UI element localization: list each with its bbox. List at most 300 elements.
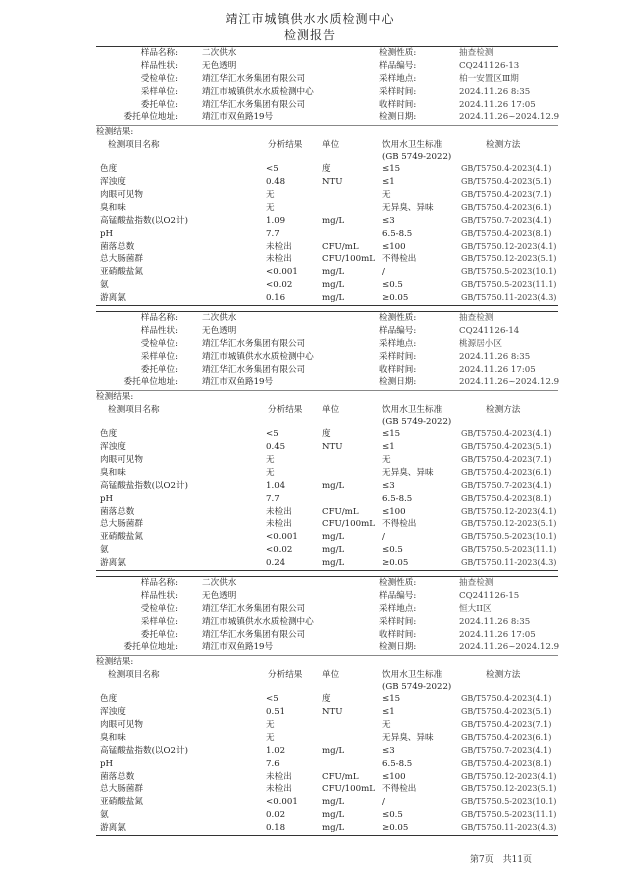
table-row: [96, 771, 558, 784]
cell-unit: mg/L: [322, 480, 345, 491]
cell-method: GB/T5750.4-2023(8.1): [461, 228, 552, 238]
value-test-nature: 抽查检测: [459, 313, 494, 323]
cell-standard: ≤1: [382, 707, 395, 718]
table-row: [96, 428, 558, 441]
cell-standard: 无: [382, 190, 391, 201]
cell-result: 无: [266, 202, 275, 213]
col-unit-header: 单位: [322, 140, 340, 151]
table-header: [96, 669, 558, 693]
cell-standard: ≤0.5: [382, 810, 403, 821]
cell-item-name: 色度: [100, 694, 118, 705]
cell-standard: 6.5-8.5: [382, 758, 413, 769]
cell-item-name: 色度: [100, 429, 118, 440]
col-result-header: 分析结果: [268, 140, 303, 151]
table-row: [96, 493, 558, 506]
cell-standard: 无异臭、异味: [382, 732, 434, 743]
label-entrusted-unit: 受检单位:: [140, 73, 178, 84]
label-client-address: 委托单位地址:: [123, 642, 178, 653]
label-sample-name: 样品名称:: [140, 48, 178, 58]
label-sampling-site: 采样地点:: [379, 603, 417, 614]
page-footer: [470, 852, 538, 865]
label-entrusted-unit: 受检单位:: [140, 338, 178, 349]
cell-item-name: pH: [100, 758, 113, 769]
cell-result: <5: [266, 429, 279, 440]
cell-standard: ≤100: [382, 506, 406, 517]
label-sample-name: 样品名称:: [140, 313, 178, 323]
table-row: [96, 506, 558, 519]
info-row: [96, 629, 558, 642]
table-row: [96, 518, 558, 531]
table-row: [96, 783, 558, 796]
value-entrusted-unit: 靖江华汇水务集团有限公司: [202, 338, 306, 349]
cell-method: GB/T5750.5-2023(10.1): [461, 267, 557, 277]
cell-unit: mg/L: [322, 267, 345, 278]
cell-unit: CFU/100mL: [322, 519, 375, 530]
value-client-address: 靖江市双鱼路19号: [202, 377, 274, 388]
results-heading: [96, 655, 558, 669]
cell-result: 0.24: [266, 558, 286, 569]
value-sampling-unit: 靖江市城镇供水水质检测中心: [202, 616, 314, 627]
cell-item-name: pH: [100, 493, 113, 504]
cell-item-name: 氨: [100, 810, 109, 821]
cell-item-name: 总大肠菌群: [100, 519, 143, 530]
cell-result: 1.04: [266, 480, 286, 491]
cell-standard: ≤1: [382, 177, 395, 188]
table-row: [96, 266, 558, 279]
cell-item-name: 浑浊度: [100, 177, 126, 188]
table-header: [96, 404, 558, 428]
table-row: [96, 480, 558, 493]
cell-item-name: 总大肠菌群: [100, 784, 143, 795]
cell-method: GB/T5750.4-2023(7.1): [461, 455, 552, 465]
col-item-header: 检测项目名称: [108, 670, 160, 681]
col-result-header: 分析结果: [268, 670, 303, 681]
value-sample-nature: 无色透明: [202, 590, 237, 601]
value-sampling-time: 2024.11.26 8:35: [459, 351, 531, 362]
info-row: [96, 338, 558, 351]
cell-method: GB/T5750.12-2023(4.1): [461, 506, 557, 516]
table-row: [96, 176, 558, 189]
page-total: 共11页: [502, 855, 533, 865]
cell-unit: mg/L: [322, 545, 345, 556]
label-client-address: 委托单位地址:: [123, 112, 178, 123]
value-sampling-time: 2024.11.26 8:35: [459, 86, 531, 97]
col-item-header: 检测项目名称: [108, 405, 160, 416]
cell-result: <5: [266, 694, 279, 705]
value-client-unit: 靖江华汇水务集团有限公司: [202, 99, 306, 110]
cell-standard: ≥0.05: [382, 558, 409, 569]
col-std-header: 饮用水卫生标准: [382, 405, 443, 416]
cell-item-name: 肉眼可见物: [100, 455, 143, 466]
label-sampling-unit: 采样单位:: [140, 616, 178, 627]
cell-method: GB/T5750.5-2023(11.1): [461, 810, 557, 820]
table-row: [96, 241, 558, 254]
label-sampling-unit: 采样单位:: [140, 86, 178, 97]
table-row: [96, 732, 558, 745]
cell-standard: 无: [382, 455, 391, 466]
cell-result: 0.45: [266, 442, 286, 453]
table-row: [96, 467, 558, 480]
value-sampling-time: 2024.11.26 8:35: [459, 616, 531, 627]
info-row: [96, 47, 558, 60]
value-test-nature: 抽查检测: [459, 578, 494, 588]
cell-method: GB/T5750.4-2023(5.1): [461, 442, 552, 452]
info-row: [96, 376, 558, 389]
label-client-unit: 委托单位:: [140, 629, 178, 640]
cell-result: 未检出: [266, 254, 292, 265]
col-result-header: 分析结果: [268, 405, 303, 416]
cell-standard: ≤100: [382, 241, 406, 252]
value-sample-name: 二次供水: [202, 48, 237, 58]
table-row: [96, 706, 558, 719]
value-receive-time: 2024.11.26 17:05: [459, 364, 536, 375]
cell-method: GB/T5750.4-2023(5.1): [461, 177, 552, 187]
table-row: [96, 441, 558, 454]
table-row: [96, 758, 558, 771]
value-sampling-site: 恒大II区: [459, 603, 492, 614]
table-row: [96, 253, 558, 266]
results-heading: [96, 390, 558, 404]
cell-item-name: 高锰酸盐指数(以O2计): [100, 215, 188, 226]
label-entrusted-unit: 受检单位:: [140, 603, 178, 614]
cell-method: GB/T5750.4-2023(7.1): [461, 190, 552, 200]
col-method-header: 检测方法: [486, 140, 521, 151]
value-client-unit: 靖江华汇水务集团有限公司: [202, 364, 306, 375]
value-test-date: 2024.11.26~2024.12.9: [459, 377, 560, 388]
cell-method: GB/T5750.12-2023(5.1): [461, 519, 557, 529]
cell-standard: /: [382, 797, 385, 808]
cell-standard: ≤0.5: [382, 545, 403, 556]
table-row: [96, 809, 558, 822]
value-sample-nature: 无色透明: [202, 60, 237, 71]
cell-unit: mg/L: [322, 810, 345, 821]
cell-unit: 度: [322, 164, 331, 175]
info-row: [96, 590, 558, 603]
value-sampling-unit: 靖江市城镇供水水质检测中心: [202, 86, 314, 97]
cell-unit: mg/L: [322, 215, 345, 226]
cell-result: 7.6: [266, 758, 280, 769]
col-method-header: 检测方法: [486, 670, 521, 681]
report-block: [96, 576, 558, 836]
cell-method: GB/T5750.7-2023(4.1): [461, 215, 552, 225]
cell-item-name: 菌落总数: [100, 771, 135, 782]
col-unit-header: 单位: [322, 405, 340, 416]
report-block: [96, 46, 558, 306]
cell-result: 无: [266, 732, 275, 743]
table-row: [96, 163, 558, 176]
cell-method: GB/T5750.5-2023(10.1): [461, 532, 557, 542]
cell-result: 0.18: [266, 823, 286, 834]
info-row: [96, 325, 558, 338]
table-row: [96, 202, 558, 215]
cell-standard: ≤3: [382, 480, 395, 491]
cell-result: 无: [266, 467, 275, 478]
label-sample-no: 样品编号:: [379, 60, 417, 71]
label-sample-no: 样品编号:: [379, 325, 417, 336]
value-sample-name: 二次供水: [202, 578, 237, 588]
col-unit-header: 单位: [322, 670, 340, 681]
cell-unit: CFU/100mL: [322, 254, 375, 265]
table-row: [96, 292, 558, 305]
cell-method: GB/T5750.4-2023(7.1): [461, 720, 552, 730]
cell-item-name: pH: [100, 228, 113, 239]
cell-standard: ≤0.5: [382, 280, 403, 291]
cell-item-name: 臭和味: [100, 467, 126, 478]
cell-item-name: 色度: [100, 164, 118, 175]
cell-unit: CFU/100mL: [322, 784, 375, 795]
cell-item-name: 总大肠菌群: [100, 254, 143, 265]
cell-unit: CFU/mL: [322, 241, 359, 252]
label-receive-time: 收样时间:: [379, 99, 417, 110]
cell-standard: ≤100: [382, 771, 406, 782]
table-row: [96, 531, 558, 544]
cell-unit: NTU: [322, 177, 343, 188]
cell-method: GB/T5750.4-2023(8.1): [461, 758, 552, 768]
cell-result: 未检出: [266, 241, 292, 252]
cell-method: GB/T5750.7-2023(4.1): [461, 480, 552, 490]
info-row: [96, 60, 558, 73]
label-test-nature: 检测性质:: [379, 313, 417, 323]
label-receive-time: 收样时间:: [379, 364, 417, 375]
table-row: [96, 454, 558, 467]
info-row: [96, 641, 558, 654]
table-row: [96, 557, 558, 570]
cell-item-name: 臭和味: [100, 732, 126, 743]
org-title: 靖江市城镇供水水质检测中心: [225, 12, 395, 26]
cell-standard: ≤3: [382, 215, 395, 226]
table-row: [96, 822, 558, 835]
info-row: [96, 616, 558, 629]
col-std-sub-header: (GB 5749-2022): [382, 152, 452, 163]
label-receive-time: 收样时间:: [379, 629, 417, 640]
table-row: [96, 719, 558, 732]
table-row: [96, 693, 558, 706]
cell-method: GB/T5750.4-2023(6.1): [461, 202, 552, 212]
cell-result: 7.7: [266, 228, 280, 239]
info-row: [96, 603, 558, 616]
cell-item-name: 游离氯: [100, 558, 126, 569]
cell-method: GB/T5750.5-2023(11.1): [461, 545, 557, 555]
cell-standard: ≤15: [382, 429, 401, 440]
cell-method: GB/T5750.11-2023(4.3): [461, 558, 557, 568]
cell-item-name: 游离氯: [100, 293, 126, 304]
info-row: [96, 312, 558, 325]
table-row: [96, 215, 558, 228]
info-row: [96, 364, 558, 377]
cell-item-name: 肉眼可见物: [100, 190, 143, 201]
cell-item-name: 臭和味: [100, 202, 126, 213]
cell-method: GB/T5750.11-2023(4.3): [461, 823, 557, 833]
info-row: [96, 99, 558, 112]
col-std-sub-header: (GB 5749-2022): [382, 682, 452, 693]
info-row: [96, 577, 558, 590]
value-client-address: 靖江市双鱼路19号: [202, 112, 274, 123]
cell-result: <0.02: [266, 280, 293, 291]
cell-standard: /: [382, 532, 385, 543]
cell-unit: mg/L: [322, 823, 345, 834]
table-row: [96, 279, 558, 292]
cell-standard: ≤15: [382, 694, 401, 705]
cell-unit: mg/L: [322, 293, 345, 304]
cell-standard: 不得检出: [382, 784, 417, 795]
cell-result: 无: [266, 455, 275, 466]
cell-standard: ≥0.05: [382, 293, 409, 304]
table-row: [96, 228, 558, 241]
cell-result: <0.001: [266, 532, 298, 543]
value-test-date: 2024.11.26~2024.12.9: [459, 112, 560, 123]
cell-unit: CFU/mL: [322, 506, 359, 517]
cell-standard: /: [382, 267, 385, 278]
table-row: [96, 189, 558, 202]
value-receive-time: 2024.11.26 17:05: [459, 99, 536, 110]
cell-standard: ≤1: [382, 442, 395, 453]
cell-result: 7.7: [266, 493, 280, 504]
cell-standard: 6.5-8.5: [382, 228, 413, 239]
value-sample-no: CQ241126-14: [459, 325, 520, 336]
cell-result: 无: [266, 190, 275, 201]
cell-unit: NTU: [322, 707, 343, 718]
label-sample-nature: 样品性状:: [140, 60, 178, 71]
cell-item-name: 菌落总数: [100, 506, 135, 517]
cell-item-name: 氨: [100, 545, 109, 556]
cell-method: GB/T5750.5-2023(11.1): [461, 280, 557, 290]
cell-result: 未检出: [266, 506, 292, 517]
cell-unit: CFU/mL: [322, 771, 359, 782]
report-title: 检测报告: [283, 28, 336, 42]
label-sample-nature: 样品性状:: [140, 590, 178, 601]
cell-method: GB/T5750.4-2023(8.1): [461, 493, 552, 503]
cell-standard: ≤15: [382, 164, 401, 175]
label-sampling-time: 采样时间:: [379, 616, 417, 627]
cell-item-name: 高锰酸盐指数(以O2计): [100, 480, 188, 491]
col-method-header: 检测方法: [486, 405, 521, 416]
cell-standard: 无: [382, 720, 391, 731]
cell-unit: 度: [322, 429, 331, 440]
value-client-address: 靖江市双鱼路19号: [202, 642, 274, 653]
col-std-sub-header: (GB 5749-2022): [382, 417, 452, 428]
cell-unit: NTU: [322, 442, 343, 453]
cell-method: GB/T5750.4-2023(6.1): [461, 467, 552, 477]
cell-result: <0.001: [266, 267, 298, 278]
cell-standard: 不得检出: [382, 519, 417, 530]
cell-standard: 无异臭、异味: [382, 467, 434, 478]
cell-standard: ≤3: [382, 745, 395, 756]
label-test-nature: 检测性质:: [379, 48, 417, 58]
cell-result: 0.51: [266, 707, 286, 718]
cell-result: 未检出: [266, 771, 292, 782]
cell-unit: mg/L: [322, 745, 345, 756]
label-client-unit: 委托单位:: [140, 99, 178, 110]
cell-result: 未检出: [266, 784, 292, 795]
cell-item-name: 亚硝酸盐氮: [100, 532, 143, 543]
label-test-date: 检测日期:: [379, 642, 417, 653]
cell-method: GB/T5750.4-2023(6.1): [461, 732, 552, 742]
info-row: [96, 73, 558, 86]
value-receive-time: 2024.11.26 17:05: [459, 629, 536, 640]
cell-item-name: 亚硝酸盐氮: [100, 267, 143, 278]
cell-result: <5: [266, 164, 279, 175]
value-sampling-site: 柏一安置区Ⅲ期: [459, 73, 519, 84]
cell-method: GB/T5750.12-2023(4.1): [461, 771, 557, 781]
label-sampling-site: 采样地点:: [379, 73, 417, 84]
cell-result: 1.09: [266, 215, 286, 226]
value-entrusted-unit: 靖江华汇水务集团有限公司: [202, 73, 306, 84]
table-row: [96, 544, 558, 557]
cell-unit: mg/L: [322, 532, 345, 543]
cell-result: 0.16: [266, 293, 286, 304]
cell-item-name: 氨: [100, 280, 109, 291]
value-client-unit: 靖江华汇水务集团有限公司: [202, 629, 306, 640]
cell-item-name: 游离氯: [100, 823, 126, 834]
value-sample-nature: 无色透明: [202, 325, 237, 336]
cell-result: 0.02: [266, 810, 286, 821]
cell-item-name: 亚硝酸盐氮: [100, 797, 143, 808]
cell-unit: mg/L: [322, 558, 345, 569]
cell-standard: 不得检出: [382, 254, 417, 265]
label-sample-name: 样品名称:: [140, 578, 178, 588]
col-item-header: 检测项目名称: [108, 140, 160, 151]
info-row: [96, 351, 558, 364]
cell-result: 0.48: [266, 177, 286, 188]
cell-standard: 无异臭、异味: [382, 202, 434, 213]
value-entrusted-unit: 靖江华汇水务集团有限公司: [202, 603, 306, 614]
cell-unit: mg/L: [322, 280, 345, 291]
cell-method: GB/T5750.5-2023(10.1): [461, 797, 557, 807]
value-sampling-site: 桃源居小区: [459, 338, 502, 349]
cell-method: GB/T5750.12-2023(4.1): [461, 241, 557, 251]
label-sample-nature: 样品性状:: [140, 325, 178, 336]
results-label: 检测结果:: [96, 392, 134, 403]
cell-method: GB/T5750.4-2023(4.1): [461, 694, 552, 704]
cell-method: GB/T5750.7-2023(4.1): [461, 745, 552, 755]
label-test-date: 检测日期:: [379, 377, 417, 388]
report-block: [96, 311, 558, 571]
cell-result: 1.02: [266, 745, 286, 756]
label-client-unit: 委托单位:: [140, 364, 178, 375]
label-test-nature: 检测性质:: [379, 578, 417, 588]
cell-standard: 6.5-8.5: [382, 493, 413, 504]
cell-method: GB/T5750.12-2023(5.1): [461, 254, 557, 264]
table-row: [96, 745, 558, 758]
cell-unit: mg/L: [322, 797, 345, 808]
cell-method: GB/T5750.4-2023(4.1): [461, 429, 552, 439]
page-number: 第7页: [470, 855, 494, 865]
label-sampling-time: 采样时间:: [379, 351, 417, 362]
label-test-date: 检测日期:: [379, 112, 417, 123]
cell-item-name: 菌落总数: [100, 241, 135, 252]
value-sample-no: CQ241126-15: [459, 590, 520, 601]
value-sampling-unit: 靖江市城镇供水水质检测中心: [202, 351, 314, 362]
cell-standard: ≥0.05: [382, 823, 409, 834]
value-sample-no: CQ241126-13: [459, 60, 520, 71]
value-sample-name: 二次供水: [202, 313, 237, 323]
label-sample-no: 样品编号:: [379, 590, 417, 601]
cell-result: 无: [266, 720, 275, 731]
label-sampling-unit: 采样单位:: [140, 351, 178, 362]
value-test-nature: 抽查检测: [459, 48, 494, 58]
results-label: 检测结果:: [96, 657, 134, 668]
cell-result: <0.02: [266, 545, 293, 556]
results-label: 检测结果:: [96, 127, 134, 138]
cell-method: GB/T5750.4-2023(5.1): [461, 707, 552, 717]
label-client-address: 委托单位地址:: [123, 377, 178, 388]
cell-item-name: 高锰酸盐指数(以O2计): [100, 745, 188, 756]
cell-method: GB/T5750.11-2023(4.3): [461, 293, 557, 303]
cell-method: GB/T5750.4-2023(4.1): [461, 164, 552, 174]
table-header: [96, 139, 558, 163]
cell-result: 未检出: [266, 519, 292, 530]
cell-method: GB/T5750.12-2023(5.1): [461, 784, 557, 794]
